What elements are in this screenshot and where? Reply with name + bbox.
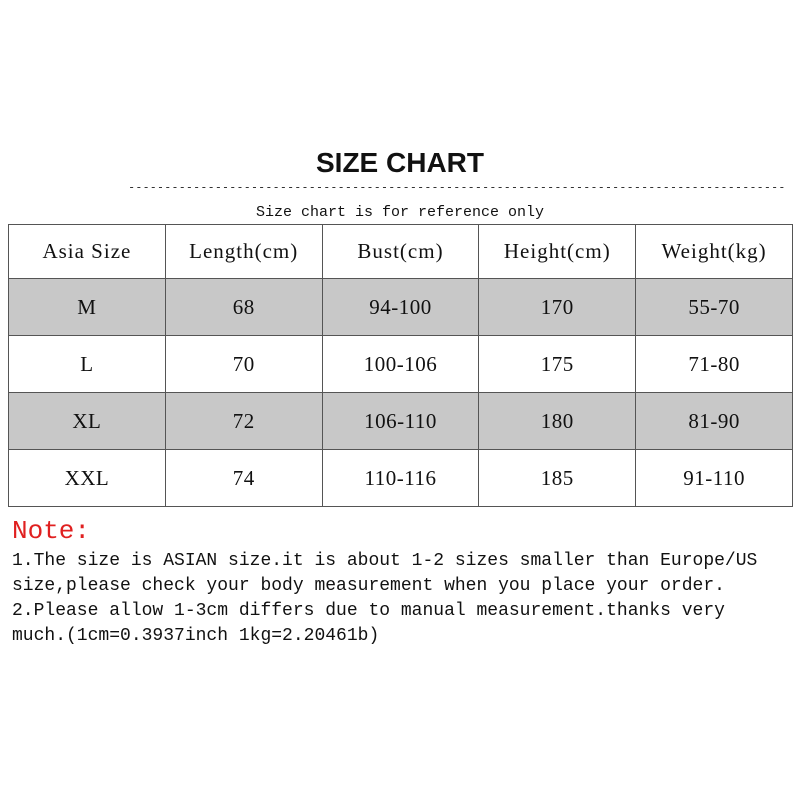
cell-bust: 106-110 bbox=[322, 393, 479, 450]
table-row bbox=[9, 336, 793, 393]
cell-weight: 81-90 bbox=[636, 393, 793, 450]
table-row bbox=[9, 393, 793, 450]
cell-weight: 71-80 bbox=[636, 336, 793, 393]
cell-size: XXL bbox=[9, 450, 166, 507]
cell-height: 175 bbox=[479, 336, 636, 393]
cell-size: L bbox=[9, 336, 166, 393]
dashed-divider: ------------------------------------------------------------------------------------------- bbox=[128, 180, 786, 194]
note-line: much.(1cm=0.3937inch 1kg=2.20461b) bbox=[12, 626, 380, 646]
cell-weight: 91-110 bbox=[636, 450, 793, 507]
header-bust: Bust(cm) bbox=[322, 225, 479, 279]
size-table bbox=[8, 224, 793, 507]
cell-height: 170 bbox=[479, 279, 636, 336]
note-line: 1.The size is ASIAN size.it is about 1-2 sizes smaller than Europe/US bbox=[12, 551, 758, 571]
note-body bbox=[12, 549, 792, 649]
note-line: size,please check your body measurement when you place your order. bbox=[12, 576, 725, 596]
header-height: Height(cm) bbox=[479, 225, 636, 279]
cell-bust: 110-116 bbox=[322, 450, 479, 507]
header-weight: Weight(kg) bbox=[636, 225, 793, 279]
header-asia-size: Asia Size bbox=[9, 225, 166, 279]
cell-height: 185 bbox=[479, 450, 636, 507]
cell-length: 70 bbox=[165, 336, 322, 393]
cell-length: 68 bbox=[165, 279, 322, 336]
note-heading: Note: bbox=[12, 516, 91, 546]
table-header-row bbox=[9, 225, 793, 279]
cell-bust: 94-100 bbox=[322, 279, 479, 336]
cell-size: M bbox=[9, 279, 166, 336]
page-title: SIZE CHART bbox=[316, 147, 484, 178]
header-length: Length(cm) bbox=[165, 225, 322, 279]
note-line: 2.Please allow 1-3cm differs due to manual measurement.thanks very bbox=[12, 601, 725, 621]
table-row bbox=[9, 450, 793, 507]
reference-subtitle: Size chart is for reference only bbox=[255, 204, 545, 221]
cell-size: XL bbox=[9, 393, 166, 450]
cell-length: 74 bbox=[165, 450, 322, 507]
cell-height: 180 bbox=[479, 393, 636, 450]
cell-bust: 100-106 bbox=[322, 336, 479, 393]
table-row bbox=[9, 279, 793, 336]
cell-weight: 55-70 bbox=[636, 279, 793, 336]
cell-length: 72 bbox=[165, 393, 322, 450]
